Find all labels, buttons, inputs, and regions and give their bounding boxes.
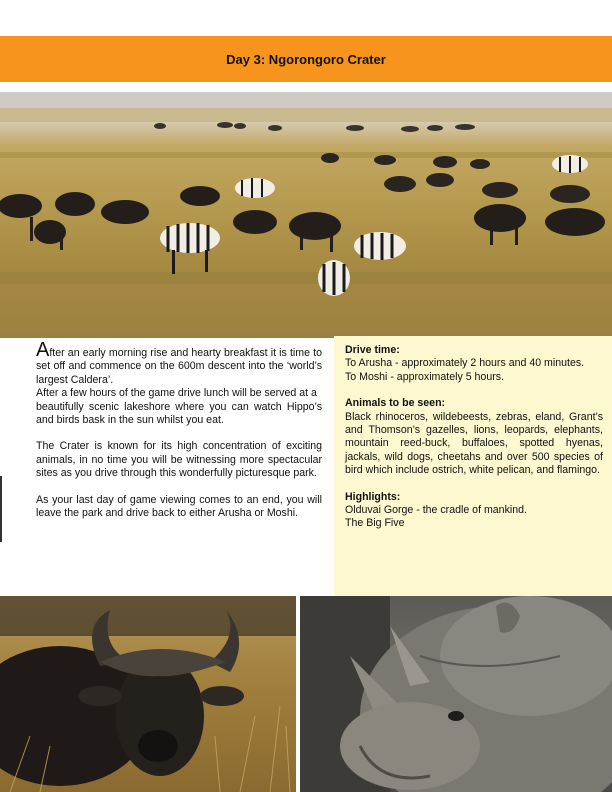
- intro-paragraph-2b: beautifully scenic lakeshore where you can watch Hippo’s and birds bask in the sun whilst you eat.: [36, 400, 322, 427]
- margin-rule: [0, 476, 2, 542]
- hero-photo-savanna: [0, 92, 612, 338]
- drive-time-heading: Drive time:: [345, 344, 400, 356]
- highlights-heading: Highlights:: [345, 490, 401, 503]
- buffalo-photo: [0, 596, 296, 792]
- rhino-photo: [300, 596, 612, 792]
- buffalo-image: [0, 596, 296, 792]
- page-title: Day 3: Ngorongoro Crater: [226, 51, 386, 67]
- info-sidebar: [334, 336, 612, 596]
- drive-time-moshi: To Moshi - approximately 5 hours.: [345, 370, 504, 383]
- intro-paragraph-4: As your last day of game viewing comes to an end, you will leave the park and drive back to either Arusha or Moshi.: [36, 493, 322, 520]
- intro-paragraph-1-text: fter an early morning rise and hearty breakfast it is time to set off and commence on the 600m descent into the ‘world’s largest Caldera’.: [36, 347, 322, 386]
- intro-paragraph-1: [36, 339, 322, 387]
- animals-list: Black rhinoceros, wildebeests, zebras, eland, Grant’s and Thomson’s gazelles, lions, leopards, elephants, mountain reed-buck, buffaloes, spotted hyenas, jackals, wild dogs, cheetahs and over 500 species of bird which include ostrich, white pelican, and flamingo.: [345, 410, 603, 477]
- drive-time-arusha: To Arusha - approximately 2 hours and 40 minutes.: [345, 357, 585, 370]
- savanna-scene-image: [0, 92, 612, 338]
- highlight-big-five: The Big Five: [345, 517, 405, 530]
- highlight-olduvai: Olduvai Gorge - the cradle of mankind.: [345, 504, 527, 517]
- intro-paragraph-3: The Crater is known for its high concentration of exciting animals, in no time you will be witnessing more spectacular sites as you drive through this wonderfully picturesque park.: [36, 440, 322, 480]
- day-banner: [0, 36, 612, 82]
- intro-text: [36, 339, 322, 520]
- animals-heading: Animals to be seen:: [345, 397, 446, 410]
- dropcap-letter: A: [36, 339, 50, 361]
- rhino-image: [300, 596, 612, 792]
- intro-paragraph-2a: After a few hours of the game drive lunch will be served at a: [36, 387, 317, 400]
